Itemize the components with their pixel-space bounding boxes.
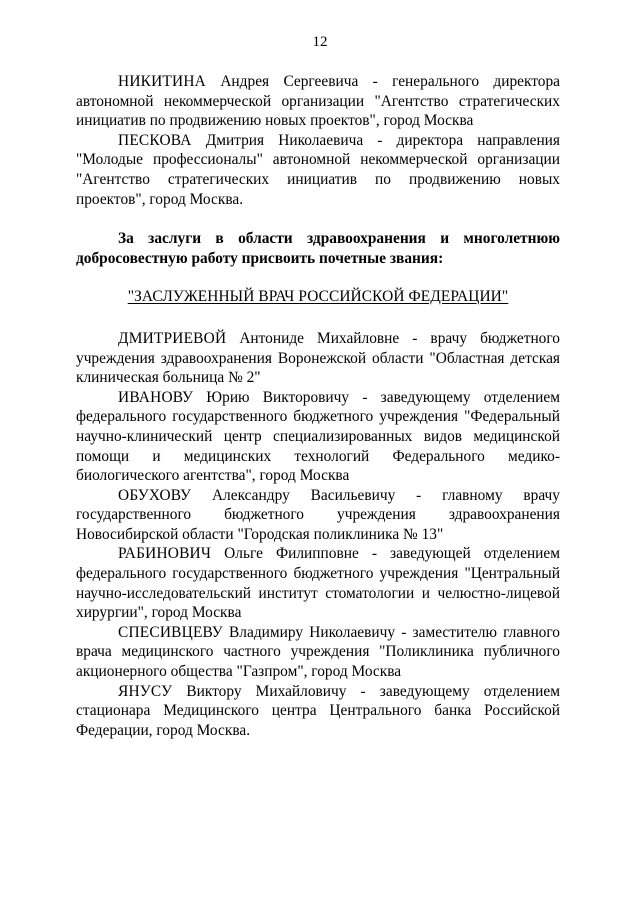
awardee-details: Виктору Михайловичу - заведующему отделением стационара Медицинского центра Центрального банка Российской Федерации, город Москва. — [76, 682, 560, 739]
awardee-details: Владимиру Николаевичу - заместителю главного врача медицинского частного учреждения "Поликлиника публичного акционерного общества "Газпром", город Москва — [76, 623, 560, 681]
honorary-title: "ЗАСЛУЖЕННЫЙ ВРАЧ РОССИЙСКОЙ ФЕДЕРАЦИИ" — [127, 288, 509, 306]
page-number: 12 — [312, 34, 328, 50]
awardee-details: Александру Васильевичу - главному врачу государственного бюджетного учреждения здравоохранения Новосибирской области "Городская поликлиника № 13" — [76, 486, 560, 543]
document-body — [76, 72, 560, 740]
awardee-name: НИКИТИНА — [118, 73, 206, 90]
awardee-details: Ольге Филипповне - заведующей отделением федерального государственного бюджетного учреждения "Центральный научно-исследовательский институт стоматологии и челюстно-лицевой хирургии", город Москва — [76, 545, 560, 622]
awardee-name: ОБУХОВУ — [118, 486, 192, 504]
awardee-details: Дмитрия Николаевича - директора направления "Молодые профессионалы" автономной некоммерческой организации "Агентство стратегических инициатив по продвижению новых проектов", город Москва. — [76, 131, 560, 208]
awardee-name: ЯНУСУ — [118, 682, 173, 700]
spacer — [76, 307, 560, 329]
awardee-name: РАБИНОВИЧ — [118, 545, 212, 563]
award-paragraph — [76, 388, 560, 486]
award-paragraph — [76, 682, 560, 741]
awardee-name: ДМИТРИЕВОЙ — [118, 329, 227, 347]
spacer — [76, 209, 560, 229]
award-paragraph — [76, 544, 560, 622]
award-paragraph — [76, 131, 560, 209]
award-paragraph — [76, 329, 560, 388]
awardee-details: Андрея Сергеевича - генерального директора автономной некоммерческой организации "Агентство стратегических инициатив по продвижению новых проектов", город Москва — [76, 73, 560, 130]
awardee-name: СПЕСИВЦЕВУ — [118, 623, 223, 641]
awardee-details: Юрию Викторовичу - заведующему отделением федерального государственного бюджетного учреждения "Федеральный научно-клинический центр специализированных видов медицинской помощи и медицинских технологий Федерального медико-биологического агентства", город Москва — [76, 388, 560, 485]
section-heading: За заслуги в области здравоохранения и многолетнюю добросовестную работу присвоить почетные звания: — [76, 230, 560, 267]
spacer — [76, 268, 560, 287]
awardee-name: ПЕСКОВА — [118, 131, 192, 149]
award-paragraph — [76, 486, 560, 545]
award-paragraph — [76, 623, 560, 682]
awardee-name: ИВАНОВУ — [118, 388, 194, 406]
award-paragraph — [76, 72, 560, 131]
awardee-details: Антониде Михайловне - врачу бюджетного учреждения здравоохранения Воронежской области "Областная детская клиническая больница № 2" — [76, 329, 560, 387]
